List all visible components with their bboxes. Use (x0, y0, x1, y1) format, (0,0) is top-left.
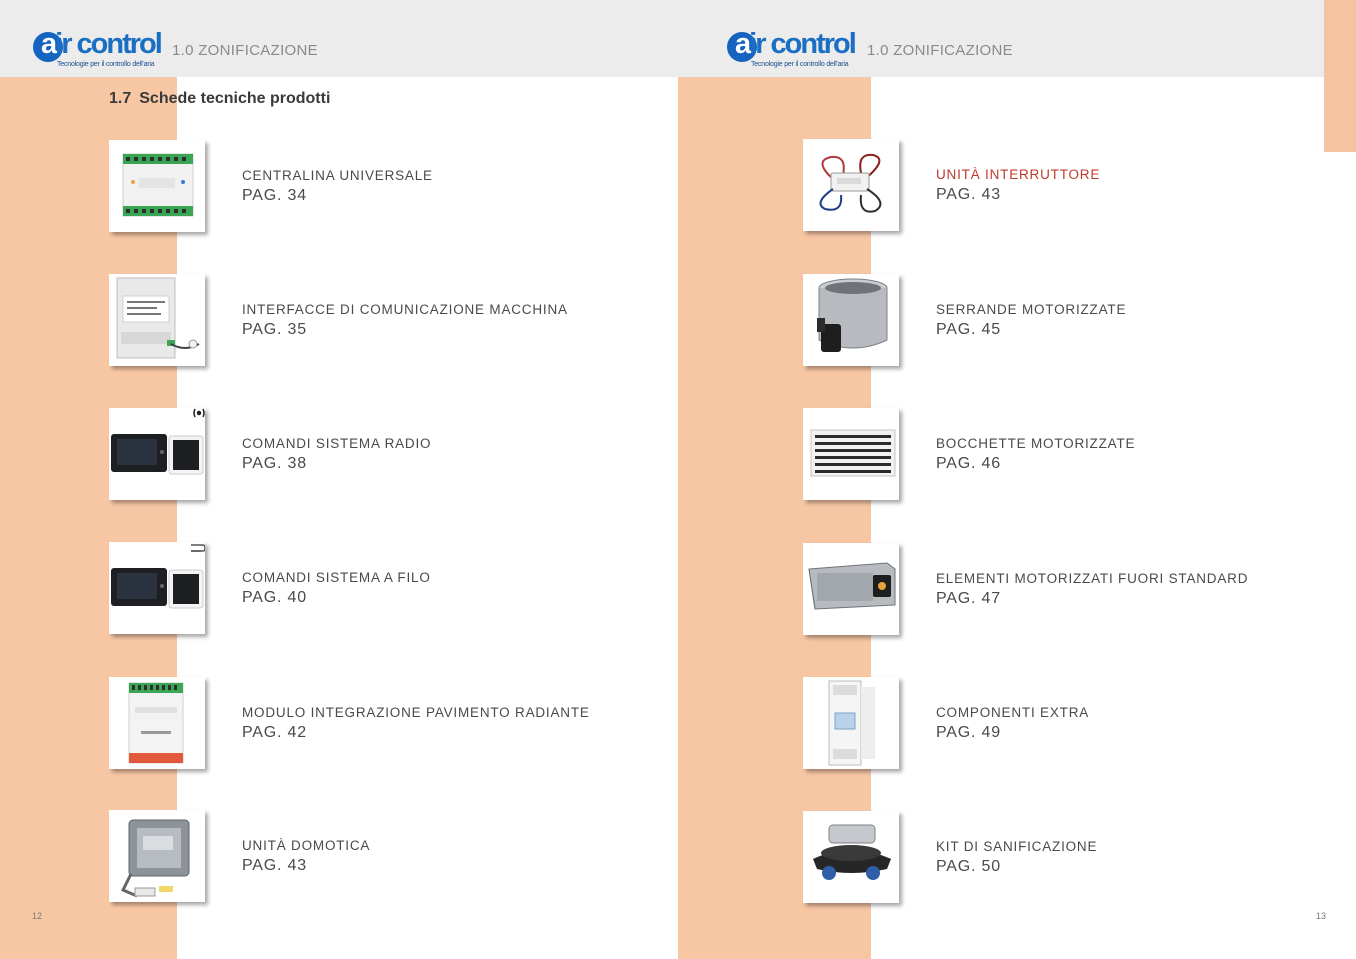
product-thumbnail (109, 408, 205, 500)
product-item[interactable] (109, 810, 649, 904)
product-thumbnail (803, 408, 899, 500)
product-title: CENTRALINA UNIVERSALE (242, 168, 433, 183)
logo-wordmark: air control (735, 28, 855, 60)
product-page-ref[interactable]: PAG. 47 (936, 590, 1001, 607)
wireless-signal-icon (194, 409, 204, 417)
product-page-ref[interactable]: PAG. 46 (936, 455, 1001, 472)
communication-interface-icon (109, 274, 205, 366)
product-title: COMANDI SISTEMA A FILO (242, 570, 431, 585)
product-text (936, 302, 1126, 339)
sanitization-kit-icon (803, 811, 899, 903)
product-title: COMPONENTI EXTRA (936, 705, 1090, 720)
product-item[interactable] (803, 543, 1343, 637)
product-text (242, 705, 590, 742)
product-text (936, 571, 1248, 608)
product-item[interactable] (109, 677, 649, 771)
brand-logo (33, 30, 163, 72)
product-title: UNITÀ DOMOTICA (242, 838, 371, 853)
page-number: 12 (32, 911, 43, 921)
product-page-ref[interactable]: PAG. 35 (242, 321, 307, 338)
product-item[interactable] (803, 811, 1343, 905)
product-thumbnail (803, 677, 899, 769)
product-page-ref[interactable]: PAG. 42 (242, 724, 307, 741)
product-page-ref[interactable]: PAG. 49 (936, 724, 1001, 741)
product-text (936, 167, 1100, 204)
product-title: UNITÀ INTERRUTTORE (936, 167, 1101, 182)
power-supply-cable-icon (803, 139, 899, 231)
product-thumbnail (109, 677, 205, 769)
custom-motorized-element-icon (803, 543, 899, 635)
brand-logo (727, 30, 857, 72)
chapter-title: 1.0 ZONIFICAZIONE (867, 42, 1013, 59)
product-text (936, 436, 1135, 473)
product-page-ref[interactable]: PAG. 50 (936, 858, 1001, 875)
page-number: 13 (1316, 911, 1327, 921)
product-item[interactable] (109, 274, 649, 368)
product-text (242, 838, 370, 875)
product-text (242, 570, 431, 607)
product-item[interactable] (803, 408, 1343, 502)
product-page-ref[interactable]: PAG. 40 (242, 589, 307, 606)
right-page (678, 0, 1356, 959)
product-text (242, 302, 568, 339)
product-text (242, 168, 433, 205)
product-thumbnail (803, 811, 899, 903)
product-item[interactable] (803, 274, 1343, 368)
section-number: 1.7 (109, 90, 132, 107)
product-thumbnail (109, 542, 205, 634)
section-title (109, 90, 330, 108)
product-title: ELEMENTI MOTORIZZATI FUORI STANDARD (936, 571, 1249, 586)
wire-icon (191, 545, 205, 551)
product-item[interactable] (109, 408, 649, 502)
product-text (936, 705, 1089, 742)
product-item[interactable] (109, 542, 649, 636)
motorized-damper-icon (803, 274, 899, 366)
logo-wordmark: air control (41, 28, 161, 60)
product-item[interactable] (803, 139, 1343, 233)
wired-thermostats-icon (109, 542, 205, 634)
product-thumbnail (109, 810, 205, 902)
motorized-grille-icon (803, 408, 899, 500)
radiant-floor-module-icon (109, 677, 205, 769)
control-unit-board-icon (109, 140, 205, 232)
din-rail-component-icon (803, 677, 899, 769)
product-item[interactable] (109, 140, 649, 234)
logo-tagline: Tecnologie per il controllo dell'aria (751, 61, 849, 68)
product-page-ref[interactable]: PAG. 34 (242, 187, 307, 204)
product-title: MODULO INTEGRAZIONE PAVIMENTO RADIANTE (242, 705, 590, 720)
product-thumbnail (803, 274, 899, 366)
product-title: COMANDI SISTEMA RADIO (242, 436, 432, 451)
product-thumbnail (109, 140, 205, 232)
product-item[interactable] (803, 677, 1343, 771)
product-page-ref[interactable]: PAG. 45 (936, 321, 1001, 338)
product-thumbnail (803, 543, 899, 635)
home-automation-unit-icon (109, 810, 205, 902)
radio-thermostats-icon (109, 408, 205, 500)
product-title: INTERFACCE DI COMUNICAZIONE MACCHINA (242, 302, 568, 317)
product-title: BOCCHETTE MOTORIZZATE (936, 436, 1136, 451)
product-text (242, 436, 431, 473)
product-page-ref[interactable]: PAG. 43 (936, 186, 1001, 203)
chapter-title: 1.0 ZONIFICAZIONE (172, 42, 318, 59)
product-text (936, 839, 1097, 876)
product-title: SERRANDE MOTORIZZATE (936, 302, 1127, 317)
logo-tagline: Tecnologie per il controllo dell'aria (57, 61, 155, 68)
product-title: KIT DI SANIFICAZIONE (936, 839, 1098, 854)
product-page-ref[interactable]: PAG. 38 (242, 455, 307, 472)
section-heading: Schede tecniche prodotti (139, 90, 331, 107)
product-thumbnail (109, 274, 205, 366)
corner-tab (1324, 0, 1356, 152)
product-thumbnail (803, 139, 899, 231)
product-page-ref[interactable]: PAG. 43 (242, 857, 307, 874)
